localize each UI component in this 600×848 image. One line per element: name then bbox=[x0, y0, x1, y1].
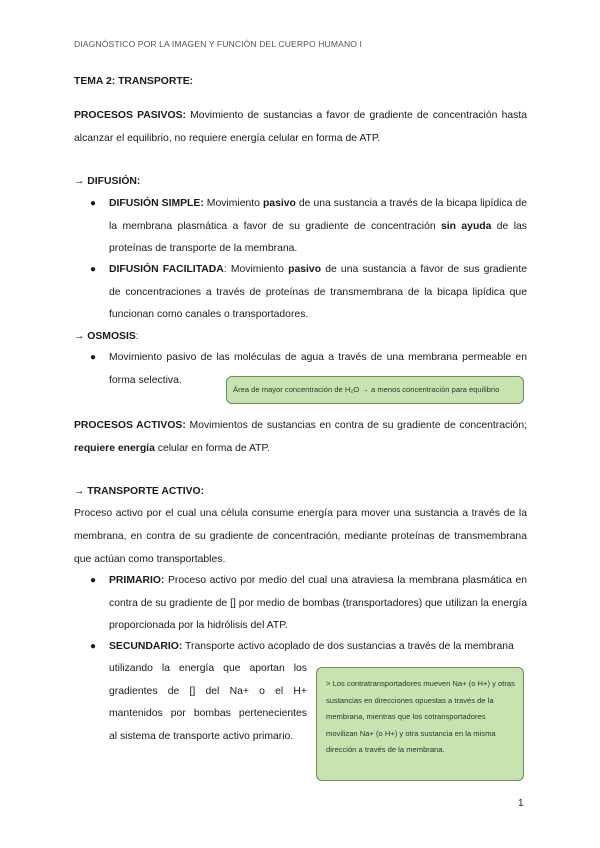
secondary-transport-line-1 bbox=[109, 636, 527, 659]
active-processes-paragraph bbox=[74, 414, 527, 460]
active-processes-label: PROCESOS ACTIVOS: bbox=[74, 420, 186, 431]
secondary-transport-line-3: gradientes de [] del Na+ o el H+ bbox=[109, 686, 307, 697]
secondary-transport-label: SECUNDARIO: bbox=[109, 641, 183, 652]
secondary-transport-text-1: Transporte activo acoplado de dos sustancias a través de la membrana bbox=[182, 641, 514, 652]
simple-diffusion-text-2: de una sustancia a través de la bicapa lipídica de la membrana plasmática a favor de su gradiente de concentración bbox=[109, 198, 527, 232]
osmosis-heading-line bbox=[74, 325, 527, 348]
primary-transport-text: Proceso activo por medio del cual una atraviesa la membrana plasmática en contra de su gradiente de [] por medio de bombas (transportadores) que utilizan la energía proporcionada por la hidrólisis del ATP. bbox=[109, 575, 527, 631]
active-transport-paragraph: Proceso activo por el cual una célula consume energía para mover una sustancia a través de la membrana, en contra de su gradiente de concentración, mediante proteínas de transmembrana que actúan como transportables. bbox=[74, 508, 527, 565]
active-processes-bold: requiere energía bbox=[74, 443, 155, 454]
bullet-icon: ● bbox=[90, 198, 97, 209]
passive-processes-paragraph bbox=[74, 104, 527, 150]
facilitated-diffusion-text-2: de una sustancia a favor de sus gradiente de concentraciones a través de proteínas de transmembrana de la bicapa lipídica que funcionan como canales o transportadores. bbox=[109, 264, 527, 320]
secondary-transport-line-5: al sistema de transporte activo primario. bbox=[109, 731, 294, 742]
page-number: 1 bbox=[518, 798, 524, 809]
topic-title: TEMA 2: TRANSPORTE: bbox=[74, 76, 194, 87]
facilitated-diffusion-text-1: : Movimiento bbox=[223, 264, 289, 275]
osmosis-note: Área de mayor concentración de H₂O → a menos concentración para equilibrio bbox=[226, 376, 524, 404]
primary-transport-label: PRIMARIO: bbox=[109, 575, 165, 586]
diffusion-heading: → DIFUSIÓN: bbox=[74, 176, 141, 187]
osmosis-colon: : bbox=[135, 331, 139, 342]
simple-diffusion-text-1: Movimiento bbox=[203, 198, 263, 209]
running-header: DIAGNÓSTICO POR LA IMAGEN Y FUNCIÓN DEL CUERPO HUMANO I bbox=[74, 39, 363, 49]
active-processes-text-2: celular en forma de ATP. bbox=[154, 443, 270, 454]
simple-diffusion-label: DIFUSIÓN SIMPLE: bbox=[109, 198, 204, 209]
facilitated-diffusion-item bbox=[109, 259, 527, 327]
cotransport-note: > Los contratransportadores mueven Na+ (o H+) y otras sustancias en direcciones opuestas a través de la membrana, mientras que los cotransportadores movilizan Na+ (o H+) y otra sustancia en la misma dirección a través de la membrana. bbox=[316, 667, 524, 781]
bullet-icon: ● bbox=[90, 264, 97, 275]
bullet-icon: ● bbox=[90, 641, 97, 652]
passive-processes-text: Movimiento de sustancias a favor de gradiente de concentración hasta alcanzar el equilibrio, no requiere energía celular en forma de ATP. bbox=[74, 110, 527, 144]
simple-diffusion-bold-2: sin ayuda bbox=[441, 220, 492, 232]
osmosis-heading: → OSMOSIS bbox=[74, 331, 136, 342]
bullet-icon: ● bbox=[90, 575, 97, 586]
facilitated-diffusion-label: DIFUSIÓN FACILITADA bbox=[109, 264, 224, 275]
facilitated-diffusion-bold-1: pasivo bbox=[288, 264, 322, 275]
osmosis-item: Movimiento pasivo de las moléculas de agua a través de una membrana permeable en forma selectiva. bbox=[109, 352, 527, 386]
secondary-transport-line-2: utilizando la energía que aportan los bbox=[109, 663, 307, 674]
active-transport-heading: → TRANSPORTE ACTIVO: bbox=[74, 486, 205, 497]
simple-diffusion-text-3: de las proteínas de transporte de la membrana. bbox=[109, 220, 527, 254]
simple-diffusion-item bbox=[109, 193, 527, 261]
simple-diffusion-bold-1: pasivo bbox=[262, 198, 296, 209]
secondary-transport-line-4: mantenidos por bombas pertenecientes bbox=[109, 708, 307, 719]
primary-transport-item bbox=[109, 570, 527, 638]
bullet-icon: ● bbox=[90, 352, 97, 363]
passive-processes-label: PROCESOS PASIVOS: bbox=[74, 110, 186, 121]
active-processes-text-1: Movimientos de sustancias en contra de su gradiente de concentración; bbox=[185, 420, 527, 431]
